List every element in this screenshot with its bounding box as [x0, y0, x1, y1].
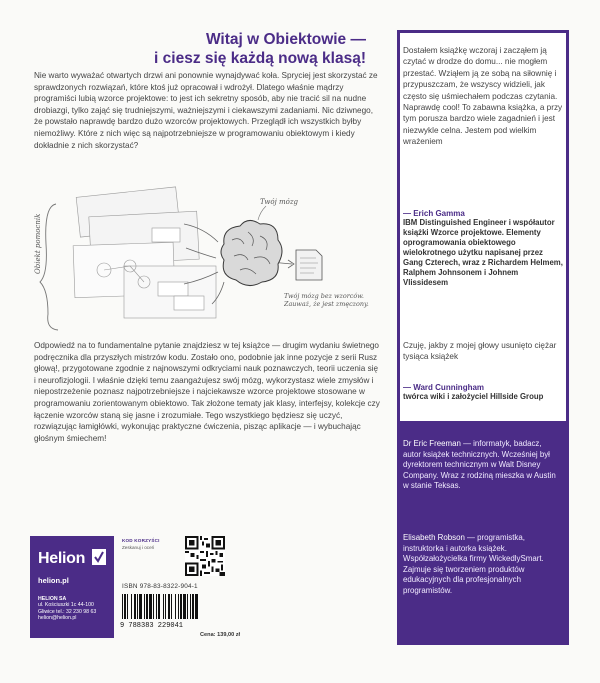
barcode-bar	[158, 594, 160, 619]
pattern-diagrams	[73, 187, 216, 318]
headline	[46, 30, 366, 68]
helion-company: HELION SA	[38, 596, 67, 602]
barcode-number: 9 788383 229041	[120, 622, 184, 628]
author-1-name: Dr Eric Freeman	[403, 439, 461, 448]
quote-1-author-desc: IBM Distinguished Engineer i współautor książki Wzorce projektowe. Elementy oprogramowania obiektowego wielokrotnego użytku napisanej przez Gang Czterech, wraz z Richardem Helmem, Ralphem Johnsonem i Johnem Vlissidesem	[403, 218, 563, 287]
helion-address-text: ul. Kościuszki 1c 44-100 Gliwice tel.: 32 230 98 63 helion@helion.pl	[38, 602, 97, 622]
barcode-bar	[190, 594, 191, 619]
barcode-bar	[168, 594, 170, 619]
author-1-bio: — informatyk, badacz, autor książek technicznych. Wcześniej był dyrektorem technicznym w Walt Disney Company. Wraz z rodziną mieszka w Austin w stanie Teksas.	[403, 439, 556, 490]
quote-1: Dostałem książkę wczoraj i zacząłem ją czytać w drodze do domu... nie mogłem przestać. Wziąłem ją ze sobą na siłownię i przypuszczam, że wszyscy widzieli, jak często się uśmiechałem podczas czytania. Naprawdę cool! To zabawna książka, a przy tym porusza bardzo wiele zagadnień i jest niezwykle celna. Jestem pod wielkim wrażeniem	[403, 46, 563, 147]
price: Cena: 139,00 zł	[200, 632, 241, 638]
author-2	[403, 533, 558, 596]
barcode-bar	[195, 594, 198, 619]
rating-title: KOD KORZYŚCI	[122, 538, 160, 543]
qr-code-icon	[185, 536, 225, 576]
barcode-bar	[178, 594, 179, 619]
barcode-bar	[192, 594, 194, 619]
isbn: ISBN 978-83-8322-904-1	[122, 583, 198, 590]
headline-line-1: Witaj w Obiektowie —	[205, 31, 366, 48]
barcode-icon	[118, 594, 230, 628]
label-top: Twój mózg	[260, 198, 299, 206]
quote-2-author: — Ward Cunningham	[403, 383, 485, 392]
barcode-bar	[144, 594, 145, 619]
right-column	[397, 30, 569, 645]
label-left: Obiekt pomocnik	[34, 213, 42, 274]
helion-url: helion.pl	[38, 576, 69, 585]
barcode-bar	[131, 594, 132, 619]
bracket-left	[40, 204, 58, 330]
barcode-bar	[122, 594, 123, 619]
helion-address	[38, 596, 110, 622]
quote-2: Czuję, jakby z mojej głowy usunięto ciężar tysiąca książek	[403, 341, 557, 362]
barcode-bar	[183, 594, 186, 619]
barcode-bar	[156, 594, 157, 619]
helion-checkmark-icon	[92, 549, 106, 565]
author-1	[403, 439, 558, 492]
barcode-bar	[124, 594, 126, 619]
barcode-bar	[175, 594, 176, 619]
helion-logo: Helion	[38, 550, 86, 567]
brain-icon	[221, 220, 282, 285]
barcode-bar	[127, 594, 128, 619]
answer-paragraph: Odpowiedź na to fundamentalne pytanie znajdziesz w tej książce — drugim wydaniu świetnego podręcznika dla przyszłych mistrzów kodu. Zostało ono, podobnie jak inne pozycje z serii Rusz głową!, przygotowane zgodnie z najnowszymi odkryciami nauk poznawczych, teorii uczenia się i neurofizjologii. I właśnie dzięki temu zaangażujesz swój mózg, wykorzystasz wiele zmysłów i niepostrzeżenie poznasz najpotrzebniejsze i najciekawsze wzorce projektowe stosowane w programowaniu zorientowanym obiektowo. Tak złożone tematy jak klasy, interfejsy, kolekcje czy łączenie wzorców staną się jasne i zrozumiałe. Tego wszystkiego będziesz się uczyć, rozwiązując łamigłówki, wykonując praktyczne ćwiczenia, pisząc aplikacje — i wybuchając głośnym śmiechem!	[34, 341, 380, 443]
rating-badge	[122, 538, 184, 552]
headline-line-2: i ciesz się każdą nową klasą!	[154, 50, 366, 67]
publisher-box	[30, 536, 114, 638]
label-bottom: Twój mózg bez wzorców. Zauważ, że jest zmęczony.	[284, 292, 369, 308]
intro-paragraph: Nie warto wyważać otwartych drzwi ani ponownie wynajdywać koła. Spryciej jest skorzystać ze sprawdzonych rozwiązań, które ktoś już opracował i wdrożył. Dlatego właśnie mądrzy programiści lubią wzorce projektowe: to jest ich sekretny sposób, aby nie tracić sil na nudne drobiazgi, tylko zająć się trudniejszymi, ważniejszymi i ciekawszymi zadaniami. Nic dziwnego, że powstało naprawdę bardzo dużo wzorców projektowych. Przeglądł ich wszystkich byłby niemożliwy. Które z nich więc są najpotrzebniejsze w programowaniu obiektowym i kiedy dokładnie z nich skorzystać?	[34, 71, 378, 150]
illustration	[34, 184, 384, 334]
barcode-bar	[137, 594, 138, 619]
authors-panel	[400, 421, 566, 642]
barcode-bar	[139, 594, 142, 619]
quote-1-author: — Erich Gamma	[403, 209, 465, 218]
barcode-bar	[153, 594, 154, 619]
barcode-bar	[165, 594, 166, 619]
barcode-bar	[149, 594, 152, 619]
barcode-bar	[180, 594, 182, 619]
quote-2-author-desc: twórca wiki i założyciel Hillside Group	[403, 392, 544, 401]
barcode-bar	[134, 594, 136, 619]
document-icon	[296, 250, 322, 280]
barcode-bar	[187, 594, 188, 619]
barcode-bar	[146, 594, 148, 619]
author-2-name: Elisabeth Robson	[403, 533, 465, 542]
label-bottom-wrap	[284, 292, 380, 332]
rating-subtitle: Zeskanuj i oceń	[122, 545, 155, 550]
author-2-bio: — programistka, instruktorka i autorka książek. Współzałożycielka firmy WickedlySmart. Zajmuje się tworzeniem produktów edukacyjnych dla profesjonalnych programistów.	[403, 533, 544, 595]
quote-1-attribution	[403, 209, 563, 288]
barcode-bar	[163, 594, 164, 619]
quote-2-attribution	[403, 383, 563, 402]
barcode-bar	[171, 594, 172, 619]
